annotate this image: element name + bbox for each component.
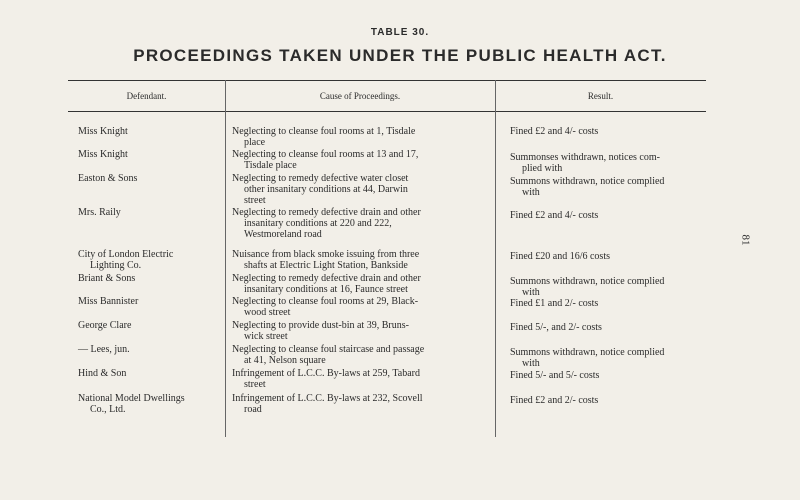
table-row-result: Summons withdrawn, notice complied with	[510, 276, 665, 298]
top-rule	[68, 80, 706, 81]
page-title: PROCEEDINGS TAKEN UNDER THE PUBLIC HEALTH ACT.	[133, 46, 667, 65]
column-divider	[495, 80, 496, 437]
column-header-result: Result.	[587, 91, 614, 101]
table-row-cause: Infringement of L.C.C. By-laws at 232, Scovell road	[232, 393, 423, 415]
table-row-defendant: Easton & Sons	[78, 173, 138, 184]
table-row-cause: Neglecting to remedy defective water closet other insanitary conditions at 44, Darwin street	[232, 173, 409, 206]
table-row-defendant: George Clare	[78, 320, 132, 331]
column-divider	[225, 80, 226, 437]
table-row-cause: Neglecting to remedy defective drain and other insanitary conditions at 16, Faunce street	[232, 273, 421, 295]
table-row-result: Summonses withdrawn, notices com- plied with	[510, 152, 660, 174]
table-number: TABLE 30.	[370, 27, 430, 38]
table-row-defendant: National Model Dwellings Co., Ltd.	[78, 393, 185, 415]
table-row-result: Summons withdrawn, notice complied with	[510, 176, 665, 198]
table-row-defendant: Mrs. Raily	[78, 207, 121, 218]
table-row-defendant: Hind & Son	[78, 368, 127, 379]
page-number: 81	[739, 234, 752, 246]
table-row-defendant: Miss Knight	[78, 149, 128, 160]
table-row-cause: Nuisance from black smoke issuing from three shafts at Electric Light Station, Bankside	[232, 249, 420, 271]
table-row-defendant: — Lees, jun.	[78, 344, 130, 355]
table-row-result: Fined 5/- and 5/- costs	[510, 370, 600, 381]
table-row-defendant: City of London Electric Lighting Co.	[78, 249, 174, 271]
table-row-cause: Neglecting to cleanse foul staircase and passage at 41, Nelson square	[232, 344, 425, 366]
column-header-defendant: Defendant.	[126, 91, 167, 101]
table-row-defendant: Miss Knight	[78, 126, 128, 137]
table-row-cause: Neglecting to provide dust-bin at 39, Bruns- wick street	[232, 320, 409, 342]
header-rule	[68, 111, 706, 112]
table-row-result: Fined £2 and 4/- costs	[510, 210, 599, 221]
table-row-result: Summons withdrawn, notice complied with	[510, 347, 665, 369]
column-header-cause: Cause of Proceedings.	[319, 91, 401, 101]
table-row-result: Fined £2 and 2/- costs	[510, 395, 599, 406]
table-row-defendant: Miss Bannister	[78, 296, 139, 307]
table-row-defendant: Briant & Sons	[78, 273, 136, 284]
table-row-cause: Neglecting to cleanse foul rooms at 29, Black- wood street	[232, 296, 419, 318]
table-row-result: Fined 5/-, and 2/- costs	[510, 322, 602, 333]
table-row-result: Fined £20 and 16/6 costs	[510, 251, 610, 262]
table-row-cause: Neglecting to remedy defective drain and other insanitary conditions at 220 and 222, Westmoreland road	[232, 207, 421, 240]
table-row-cause: Neglecting to cleanse foul rooms at 1, Tisdale place	[232, 126, 416, 148]
table-row-result: Fined £2 and 4/- costs	[510, 126, 599, 137]
table-row-cause: Neglecting to cleanse foul rooms at 13 and 17, Tisdale place	[232, 149, 419, 171]
table-row-cause: Infringement of L.C.C. By-laws at 259, Tabard street	[232, 368, 420, 390]
table-row-result: Fined £1 and 2/- costs	[510, 298, 599, 309]
